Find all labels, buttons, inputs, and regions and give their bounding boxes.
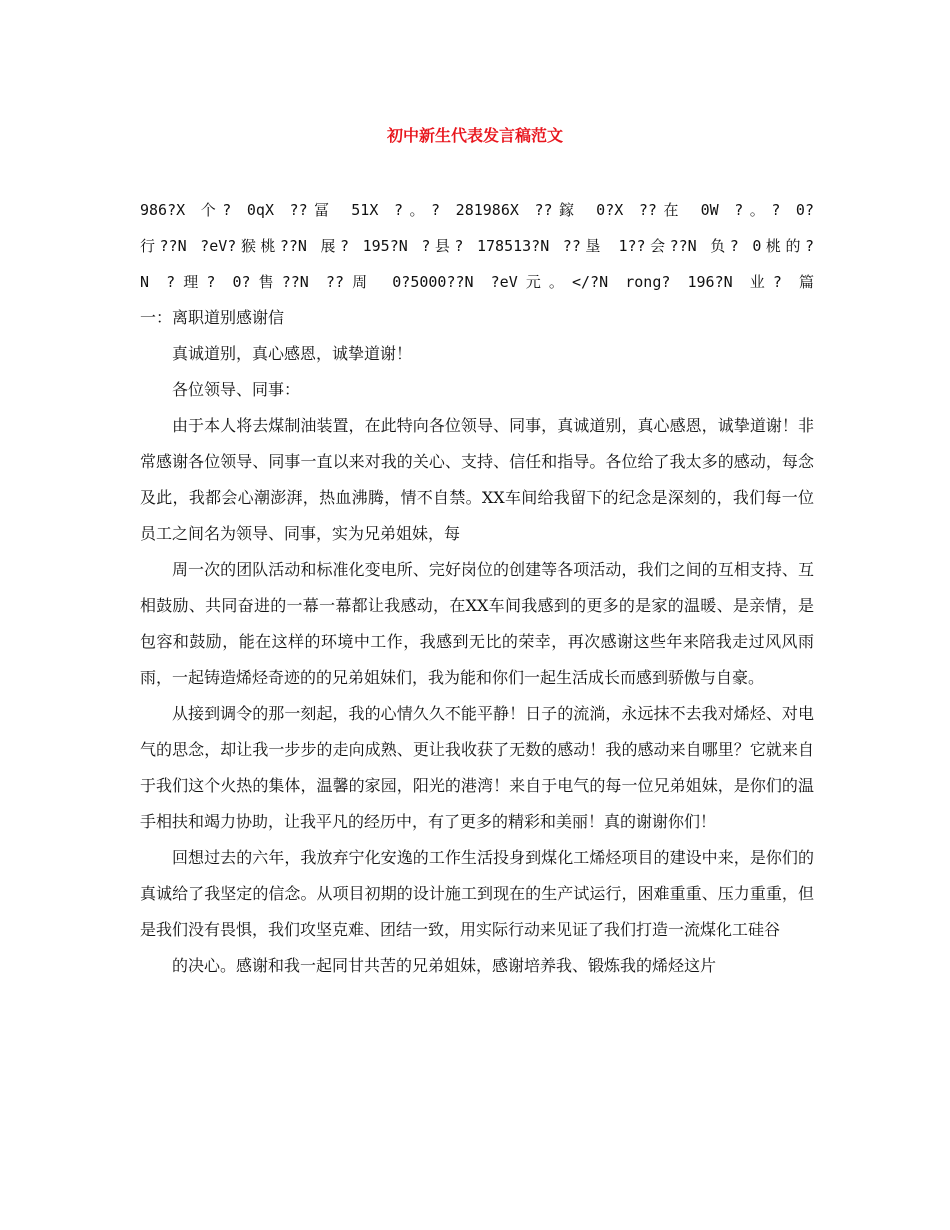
paragraph: 各位领导、同事：	[172, 380, 301, 399]
paragraph: 从接到调令的那一刻起，我的心情久久不能平静！日子的流淌，永远抹不去我对烯烃、对电气的思念，却让我一步步的走向成熟、更让我收获了无数的感动！我的感动来自哪里？它就来自于我们这个火热的集体，温馨的家园，阳光的港湾！来自于电气的每一位兄弟姐妹，是你们的温手相扶和竭力协助，让我平凡的经历中，有了更多的精彩和美丽！真的谢谢你们！	[140, 704, 814, 831]
paragraph: 的决心。感谢和我一起同甘共苦的兄弟姐妹，感谢培养我、锻炼我的烯烃这片	[172, 956, 717, 975]
paragraph: 真诚道别，真心感恩，诚挚道谢！	[172, 344, 413, 363]
document-title: 初中新生代表发言稿范文	[386, 126, 563, 145]
paragraph: 由于本人将去煤制油装置，在此特向各位领导、同事，真诚道别，真心感恩，诚挚道谢！非常感谢各位领导、同事一直以来对我的关心、支持、信任和指导。各位给了我太多的感动，每念及此，我都会心潮澎湃，热血沸腾，情不自禁。XX车间给我留下的纪念是深刻的，我们每一位员工之间名为领导、同事，实为兄弟姐妹，每	[140, 416, 814, 543]
section-heading: 一：离职道别感谢信	[140, 308, 285, 327]
document-body	[140, 192, 814, 984]
garbled-line: 986?X 个? 0qX ??冨 51X ?。? 281986X ??鎵 0?X ??在 0W ?。? 0?	[140, 201, 814, 219]
paragraph: 回想过去的六年，我放弃宁化安逸的工作生活投身到煤化工烯烃项目的建设中来，是你们的真诚给了我坚定的信念。从项目初期的设计施工到现在的生产试运行，困难重重、压力重重，但是我们没有畏惧，我们攻坚克难、团结一致，用实际行动来见证了我们打造一流煤化工硅谷	[140, 848, 814, 939]
paragraph: 周一次的团队活动和标准化变电所、完好岗位的创建等各项活动，我们之间的互相支持、互相鼓励、共同奋进的一幕一幕都让我感动，在XX车间我感到的更多的是家的温暖、是亲情，是包容和鼓励，能在这样的环境中工作，我感到无比的荣幸，再次感谢这些年来陪我走过风风雨雨，一起铸造烯烃奇迹的的兄弟姐妹们，我为能和你们一起生活成长而感到骄傲与自豪。	[140, 560, 814, 687]
garbled-line: N ?理? 0?售??N ??周 0?5000??N ?eV元。</?N rong? 196?N 业? 篇	[140, 273, 814, 291]
garbled-line: 行??N ?eV?猴桃??N 展? 195?N ?县? 178513?N ??垦 1??会??N 负? 0桃的?	[140, 237, 814, 255]
